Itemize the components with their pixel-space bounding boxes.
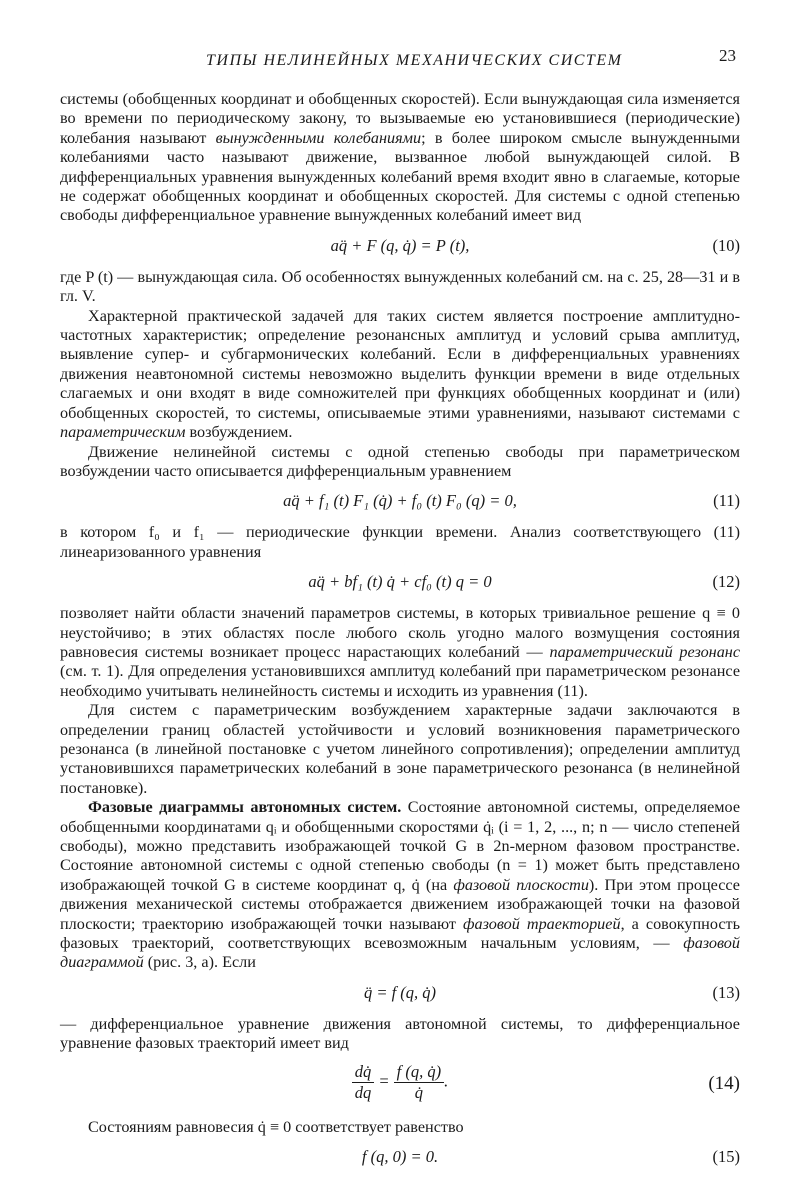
equation-11 — [60, 487, 740, 517]
paragraph-periodic-functions: в котором f₀ и f₁ — периодические функции времени. Анализ соответствующего (11) линеаризованного уравнения — [60, 523, 740, 561]
equation-11-formula: aq̈ + f₁ (t) F₁ (q̇) + f₀ (t) F₀ (q) = 0, — [283, 491, 517, 511]
equation-13-formula: q̈ = f (q, q̇) — [363, 982, 437, 1002]
paragraph-forced-oscillations: системы (обобщенных координат и обобщенных скоростей). Если вынуждающая сила изменяется во времени по периодическому закону, то вызываемые ею установившиеся (периодические) колебания называют вынужденными колебаниями; в более широком смысле вынужденными колебаниями часто называют движение, вызванное любой вынуждающей силой. В дифференциальных уравнения вынужденных колебаний время входит явно в слагаемые, которые не содержат обобщенных координат и обобщенных скоростей. Для системы с одной степенью свободы дифференциальное уравнение вынужденных колебаний имеет вид — [60, 90, 740, 225]
term-parametric: параметрическим — [60, 423, 186, 442]
term-phase-plane: фазовой плоскости — [453, 875, 589, 894]
section-heading-phase-diagrams: Фазовые диаграммы автономных систем. — [88, 798, 402, 817]
equation-12 — [60, 568, 740, 598]
running-title: ТИПЫ НЕЛИНЕЙНЫХ МЕХАНИЧЕСКИХ СИСТЕМ — [206, 52, 623, 69]
page-body — [60, 90, 740, 1179]
equation-12-number: (12) — [712, 572, 740, 592]
paragraph-forcing-force: где P (t) — вынуждающая сила. Об особенностях вынужденных колебаний см. на с. 25, 28—31 и в гл. V. — [60, 267, 740, 306]
term-phase-diagram: фазовой диаграммой — [60, 934, 740, 972]
paragraph-parametric-motion: Движение нелинейной системы с одной степенью свободы при параметрическом возбуждении часто описывается дифференциальным уравнением — [60, 442, 740, 480]
term-forced-oscillations: вынужденными колебаниями — [215, 128, 422, 147]
page-number: 23 — [719, 46, 736, 65]
paragraph-phase-trajectory-equation: — дифференциальное уравнение движения автономной системы, то дифференциальное уравнение фазовых траекторий имеет вид — [60, 1014, 740, 1053]
equation-10 — [60, 232, 740, 262]
term-phase-trajectory: фазовой траекторией — [463, 914, 621, 933]
equation-14-rhs-fraction: $\frac{f (q, q̇)}{q̇}$ — [394, 1062, 444, 1103]
equation-13-number: (13) — [712, 982, 740, 1002]
equation-15 — [60, 1143, 740, 1173]
equation-10-formula: aq̈ + F (q, q̇) = P (t), — [330, 235, 470, 255]
equation-12-formula: aq̈ + bf₁ (t) q̇ + cf₀ (t) q = 0 — [308, 572, 492, 592]
equation-15-number: (15) — [712, 1147, 740, 1167]
page-header — [64, 46, 736, 74]
equation-13 — [60, 979, 740, 1009]
paragraph-parametric-resonance: позволяет найти области значений параметров системы, в которых тривиальное решение q ≡ 0 неустойчиво; в этих областях после любого сколь угодно малого возмущения состояния равновесия системы возникает процесс нарастающих колебаний — параметрический резонанс (см. т. 1). Для определения установившихся амплитуд колебаний при параметрическом резонансе необходимо учитывать нелинейность системы и исходить из уравнения (11). — [60, 604, 741, 700]
paragraph-phase-diagrams: Фазовые диаграммы автономных систем. Состояние автономной системы, определяемое обобщенными координатами qᵢ и обобщенными скоростями q̇ᵢ (i = 1, 2, ..., n; n — число степеней свободы), можно представить изображающей точкой G в 2n-мерном фазовом пространстве. Состояние автономной системы с одной степенью свободы (n = 1) может быть представлено изображающей точкой G в системе координат q, q̇ (на фазовой плоскости). При этом процессе движения механической системы отображается движением изображающей точки на фазовой плоскости; траекторию изображающей точки называют фазовой траекторией, а совокупность фазовых траекторий, соответствующих всевозможным начальным условиям, — фазовой диаграммой (рис. 3, а). Если — [60, 798, 741, 972]
paragraph-typical-tasks: Для систем с параметрическим возбуждением характерные задачи заключаются в определении границ областей устойчивости и условий возникновения параметрического резонанса (в линейной постановке с учетом линейного сопротивления); определении амплитуд установившихся параметрических колебаний в зоне параметрического резонанса (в нелинейной постановке). — [60, 701, 740, 797]
equation-15-formula: f (q, 0) = 0. — [361, 1147, 439, 1167]
equation-11-number: (11) — [713, 491, 740, 511]
equation-14-number: (14) — [708, 1072, 740, 1094]
equation-14-lhs-fraction: $\frac{dq̇}{dq}$ — [352, 1062, 375, 1103]
equation-14 — [60, 1060, 740, 1112]
paragraph-parametric-intro: Характерной практической задачей для таких систем является построение амплитудно-частотных характеристик; определение резонансных амплитуд и условий срыва амплитуд, выявление супер- и субгармонических колебаний. Если в дифференциальных уравнениях движения неавтономной системы невозможно выделить функции времени в виде отдельных слагаемых и они входят в виде сомножителей при функциях обобщенных координат и (или) обобщенных скоростей, то системы, описываемые этими уравнениями, называют системами с параметрическим возбуждением. — [60, 306, 740, 442]
paragraph-equilibrium-states: Состояниям равновесия q̇ ≡ 0 соответствует равенство — [88, 1117, 464, 1136]
equation-14-formula: $\frac{dq̇}{dq}$ = $\frac{f (q, q̇)}{q̇}$ . — [60, 1062, 740, 1103]
equation-10-number: (10) — [712, 235, 740, 255]
term-parametric-resonance: параметрический резонанс — [549, 642, 741, 661]
